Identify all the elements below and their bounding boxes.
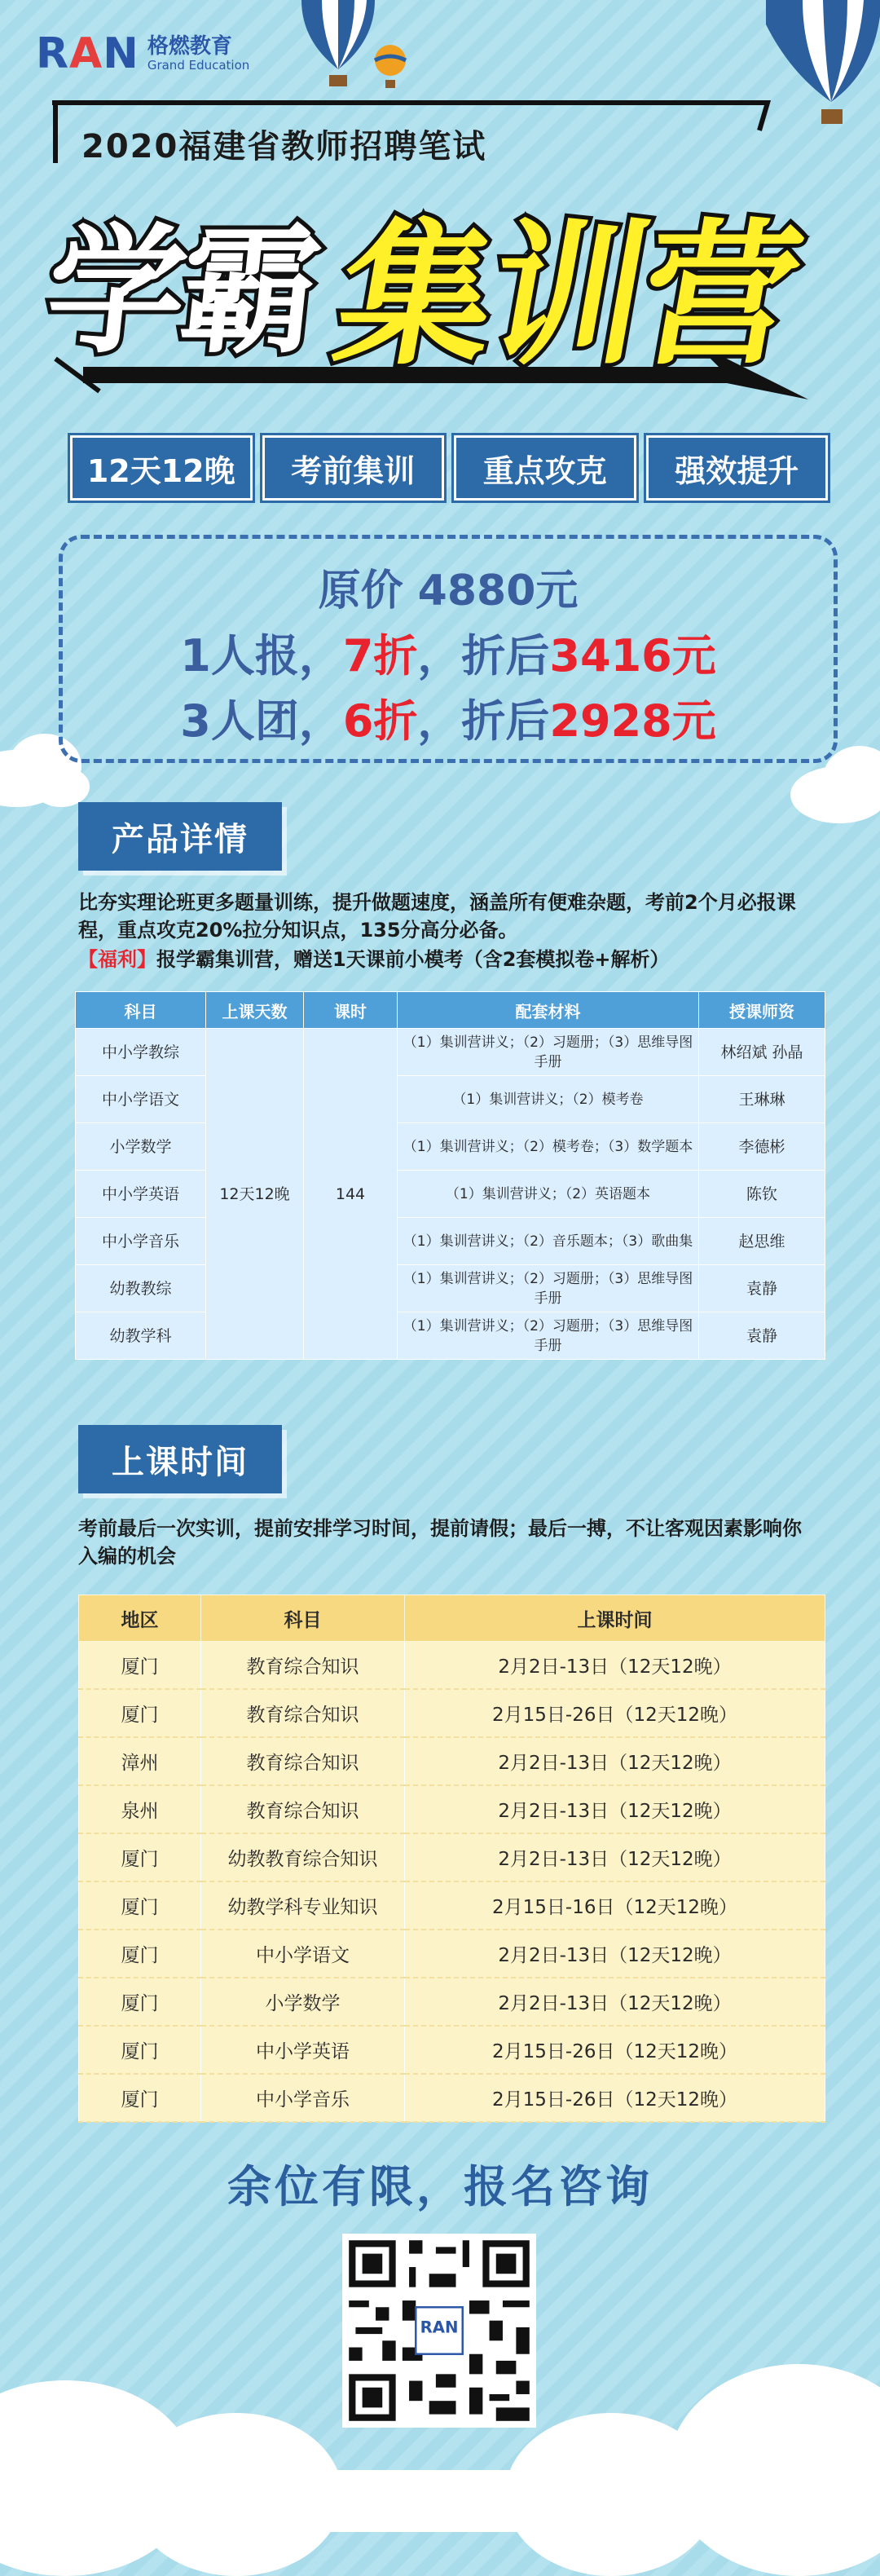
materials-cell: （1）集训营讲义；（2）音乐题本；（3）歌曲集 [398,1218,699,1265]
group-mid: ，折后 [417,695,550,747]
table-row [79,2074,825,2122]
table-row [76,1312,825,1360]
feature-tag: 考前集训 [262,435,445,501]
group-discount: 6折 [342,695,418,747]
column-header: 配套材料 [398,992,699,1029]
subject-cell: 教育综合知识 [201,1642,405,1690]
price-box [59,535,838,763]
single-mid: ，折后 [417,630,550,681]
subject-cell: 中小学语文 [201,1930,405,1978]
region-cell: 厦门 [79,1930,201,1978]
subject-cell: 中小学语文 [76,1076,206,1123]
teacher-cell: 袁静 [699,1312,825,1360]
single-discount: 7折 [342,630,418,681]
region-cell: 泉州 [79,1785,201,1833]
feature-tag: 12天12晚 [70,435,253,501]
region-cell: 厦门 [79,2026,201,2074]
hero-title-part1: 学霸 [38,211,323,373]
brand-logo [36,29,249,78]
subject-cell: 幼教学科专业知识 [201,1881,405,1930]
column-header: 地区 [79,1595,201,1642]
table-row [79,1833,825,1881]
region-cell: 厦门 [79,1978,201,2026]
hero-subtitle: 2020福建省教师招聘笔试 [81,128,487,165]
column-header: 科目 [76,992,206,1029]
teacher-cell: 赵思维 [699,1218,825,1265]
time-cell: 2月2日-13日（12天12晚） [405,1737,825,1785]
table-row [76,1218,825,1265]
table-row [76,1123,825,1171]
brand-name-cn: 格燃教育 [147,34,232,59]
qr-logo-text: RAN [420,2318,459,2337]
table-row [79,2026,825,2074]
time-cell: 2月15日-16日（12天12晚） [405,1881,825,1930]
subject-cell: 小学数学 [201,1978,405,2026]
group-price-line [63,689,834,754]
teacher-cell: 李德彬 [699,1123,825,1171]
subject-cell: 幼教教综 [76,1265,206,1312]
table-header-row [79,1595,825,1642]
materials-cell: （1）集训营讲义；（2）习题册；（3）思维导图手册 [398,1265,699,1312]
subject-cell: 教育综合知识 [201,1689,405,1737]
bonus-label: 【福利】 [78,948,156,971]
table-row [79,1689,825,1737]
time-cell: 2月15日-26日（12天12晚） [405,2074,825,2122]
table-row [76,1265,825,1312]
materials-cell: （1）集训营讲义；（2）英语题本 [398,1171,699,1218]
subject-cell: 幼教学科 [76,1312,206,1360]
table-row [79,1930,825,1978]
feature-tag: 重点攻克 [454,435,636,501]
table-row [79,1978,825,2026]
table-row [79,1642,825,1690]
hot-air-balloon-icon [293,0,383,90]
teacher-cell: 林绍斌 孙晶 [699,1029,825,1076]
column-header: 课时 [304,992,398,1029]
single-price-line [63,624,834,689]
materials-cell: （1）集训营讲义；（2）模考卷 [398,1076,699,1123]
column-header: 上课天数 [206,992,304,1029]
subject-cell: 教育综合知识 [201,1785,405,1833]
column-header: 上课时间 [405,1595,825,1642]
subject-cell: 中小学音乐 [76,1218,206,1265]
materials-cell: （1）集训营讲义；（2）习题册；（3）思维导图手册 [398,1312,699,1360]
hero-title [38,171,831,386]
bonus-text: 报学霸集训营，赠送1天课前小模考（含2套模拟卷+解析） [156,948,670,971]
column-header: 授课师资 [699,992,825,1029]
hours-cell: 144 [304,1029,398,1360]
cta-text: 余位有限，报名咨询 [227,2161,653,2212]
group-prefix: 3人团， [180,695,343,747]
table-row [76,1171,825,1218]
product-heading: 产品详情 [78,802,282,871]
time-cell: 2月2日-13日（12天12晚） [405,1642,825,1690]
group-price: 2928元 [549,695,716,747]
subject-cell: 小学数学 [76,1123,206,1171]
teacher-cell: 王琳琳 [699,1076,825,1123]
hero-title-part2: 集训营 [323,205,811,386]
schedule-heading: 上课时间 [78,1425,282,1493]
region-cell: 厦门 [79,1689,201,1737]
time-cell: 2月15日-26日（12天12晚） [405,1689,825,1737]
product-bonus [78,946,820,973]
original-price: 原价 4880元 [318,567,579,615]
column-header: 科目 [201,1595,405,1642]
table-row [79,1785,825,1833]
table-row [76,1076,825,1123]
schedule-table [78,1595,825,2123]
product-description: 比夯实理论班更多题量训练，提升做题速度，涵盖所有便难杂题，考前2个月必报课程，重点攻克20%拉分知识点，135分高分必备。 [78,891,796,942]
materials-cell: （1）集训营讲义；（2）习题册；（3）思维导图手册 [398,1029,699,1076]
region-cell: 厦门 [79,2074,201,2122]
time-cell: 2月15日-26日（12天12晚） [405,2026,825,2074]
time-cell: 2月2日-13日（12天12晚） [405,1978,825,2026]
product-table [75,991,825,1360]
table-row [79,1881,825,1930]
region-cell: 厦门 [79,1881,201,1930]
logo-mark: RAN [36,29,139,78]
table-row [79,1737,825,1785]
table-header-row [76,992,825,1029]
time-cell: 2月2日-13日（12天12晚） [405,1833,825,1881]
feature-tags [70,435,828,501]
single-prefix: 1人报， [180,630,343,681]
region-cell: 厦门 [79,1833,201,1881]
subject-cell: 教育综合知识 [201,1737,405,1785]
subject-cell: 中小学英语 [201,2026,405,2074]
region-cell: 漳州 [79,1737,201,1785]
subject-cell: 中小学英语 [76,1171,206,1218]
schedule-description: 考前最后一次实训，提前安排学习时间，提前请假；最后一搏，不让客观因素影响你入编的机会 [78,1517,802,1568]
time-cell: 2月2日-13日（12天12晚） [405,1785,825,1833]
feature-tag: 强效提升 [646,435,829,501]
subject-cell: 中小学教综 [76,1029,206,1076]
subject-cell: 中小学音乐 [201,2074,405,2122]
time-cell: 2月2日-13日（12天12晚） [405,1930,825,1978]
subject-cell: 幼教教育综合知识 [201,1833,405,1881]
table-row [76,1029,825,1076]
small-balloon-icon [372,44,409,91]
teacher-cell: 袁静 [699,1265,825,1312]
brand-name-en: Grand Education [147,58,250,73]
days-cell: 12天12晚 [206,1029,304,1360]
single-price: 3416元 [549,630,716,681]
materials-cell: （1）集训营讲义；（2）模考卷；（3）数学题本 [398,1123,699,1171]
region-cell: 厦门 [79,1642,201,1690]
teacher-cell: 陈钦 [699,1171,825,1218]
qr-code-icon[interactable] [342,2234,536,2428]
